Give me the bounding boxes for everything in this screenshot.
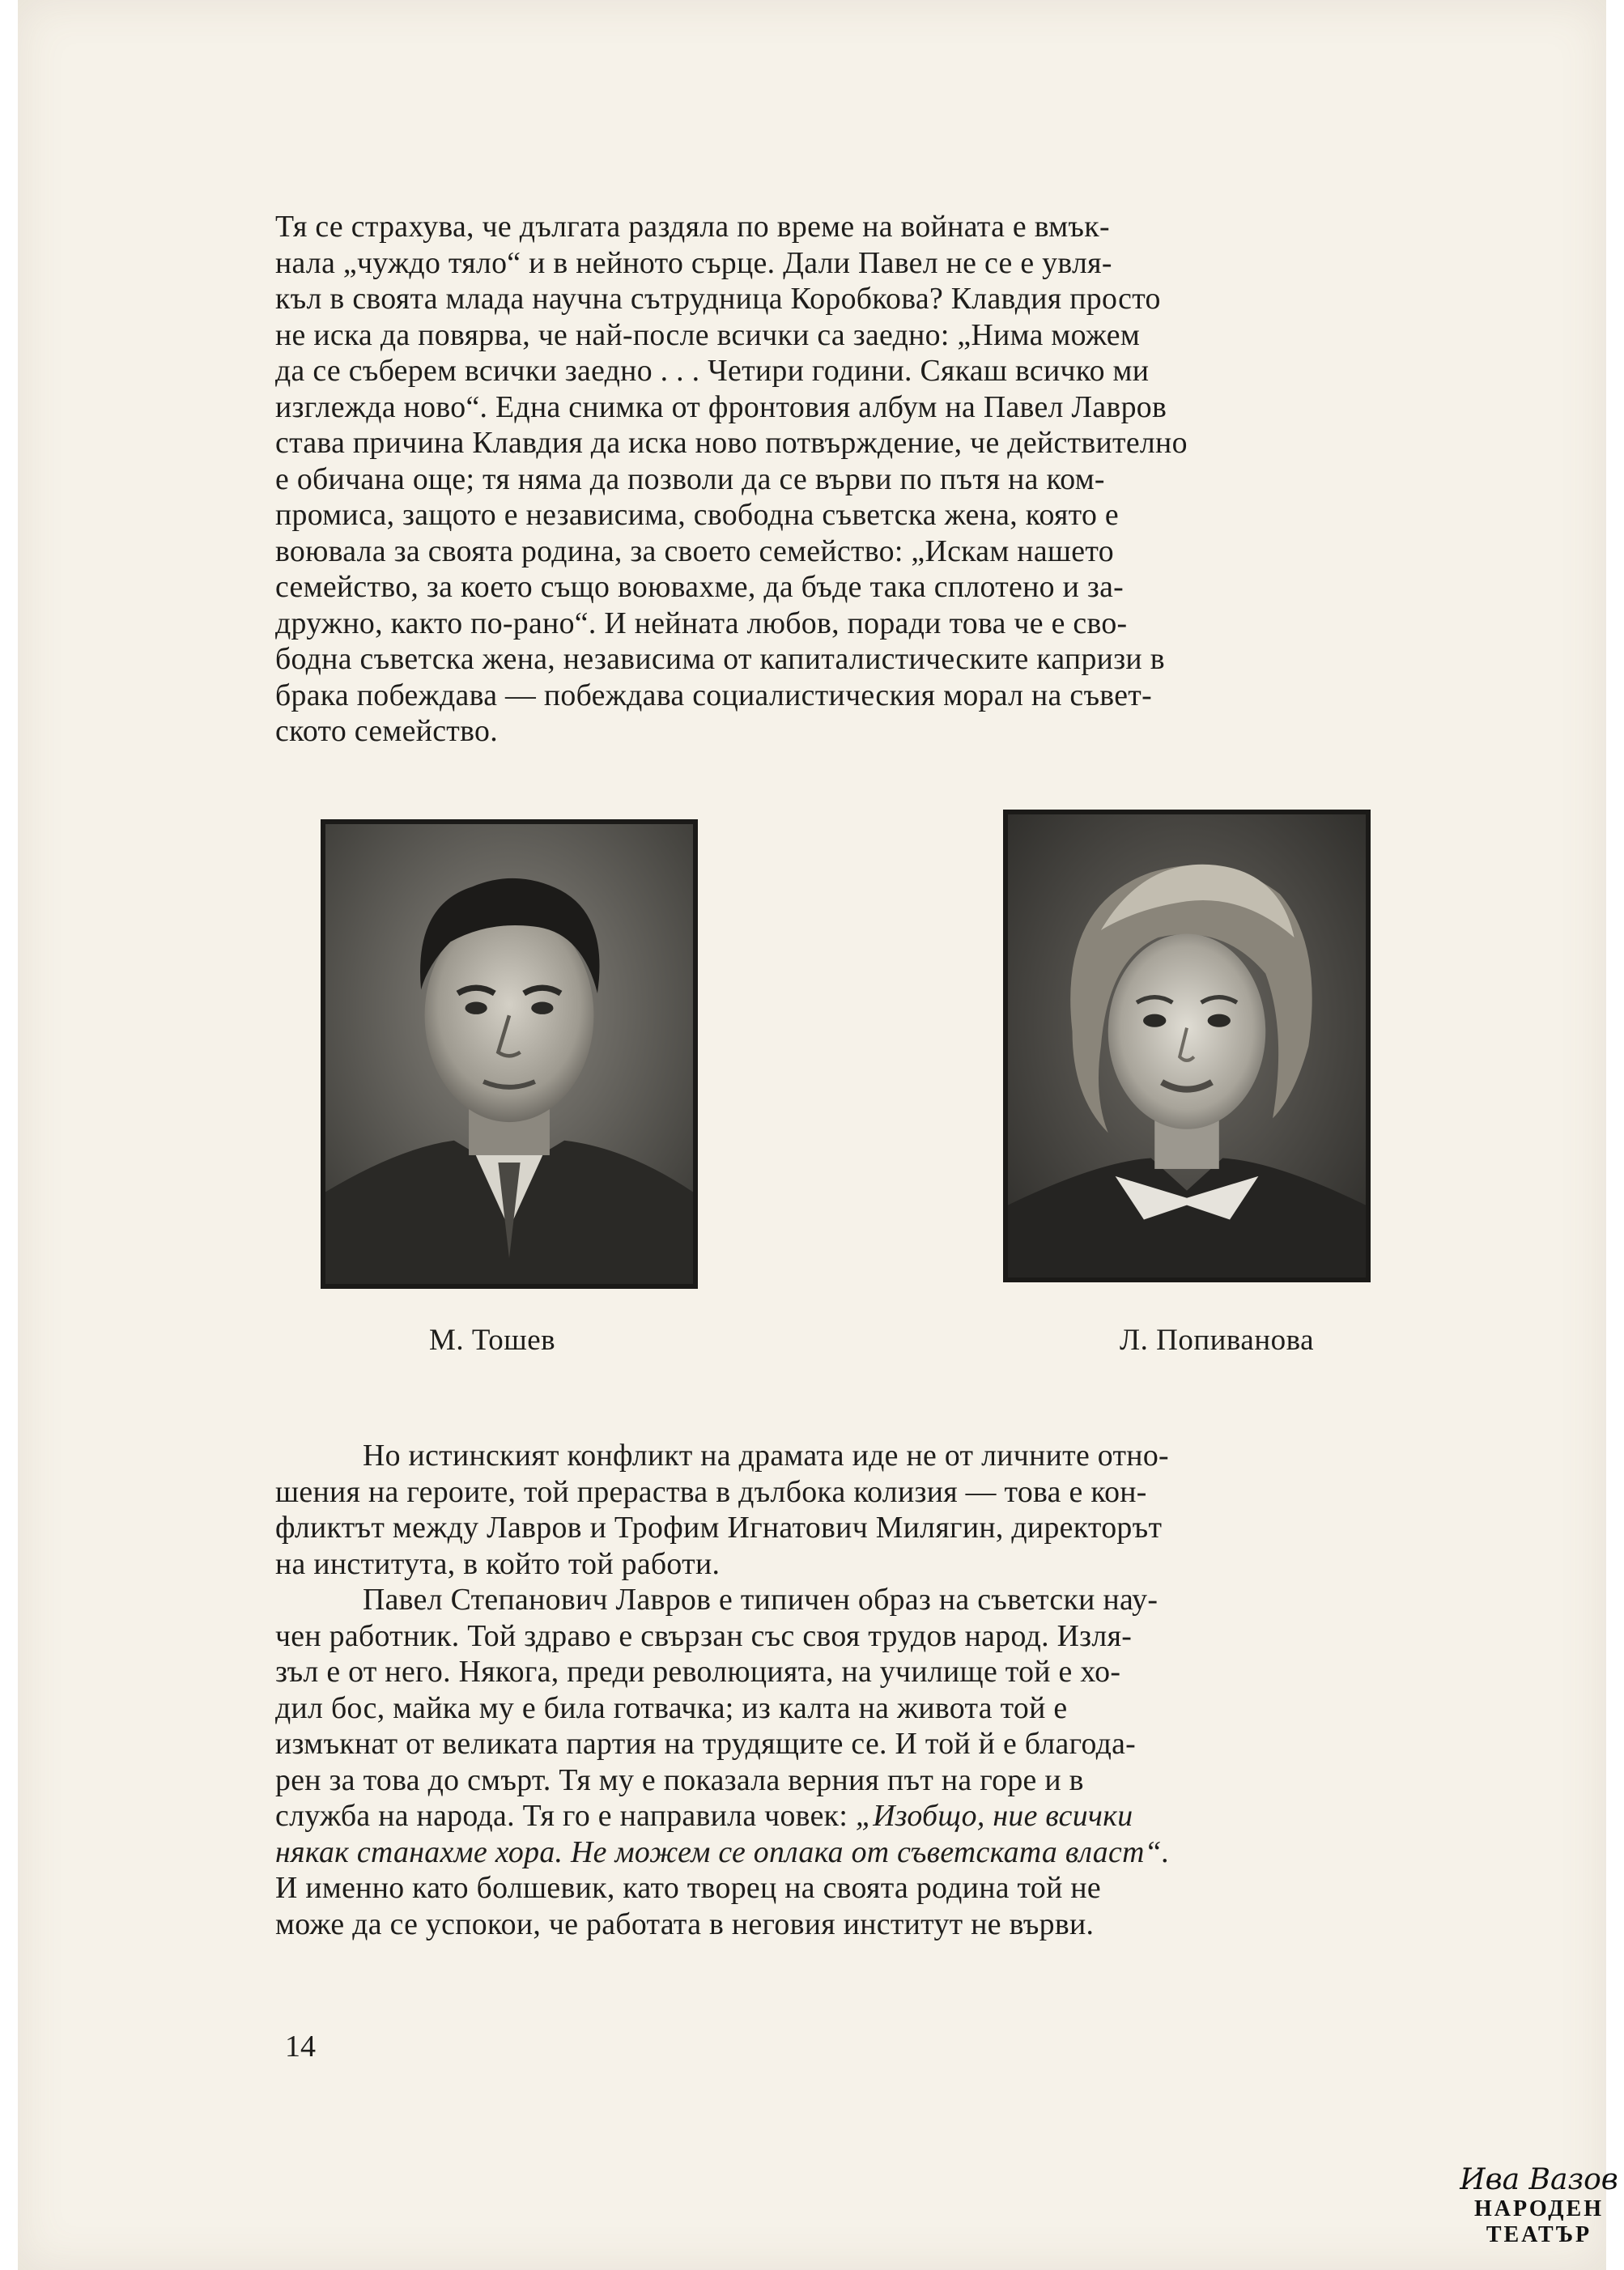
text-line: не иска да повярва, че най-после всички са заедно: „Нима можем xyxy=(275,317,1141,352)
text-line: воювала за своята родина, за своето семейство: „Искам нашето xyxy=(275,533,1114,568)
paragraph-1-text xyxy=(275,209,1418,750)
paragraph-1 xyxy=(275,209,1418,750)
text-line: шения на героите, той прераства в дълбока колизия — това е кон- xyxy=(275,1474,1147,1509)
logo-line-1: НАРОДЕН xyxy=(1473,2196,1605,2221)
text-line: е обичана още; тя няма да позволи да се върви по пътя на ком- xyxy=(275,461,1105,496)
text-line: Но истинският конфликт на драмата иде не от личните отно- xyxy=(363,1439,1169,1473)
text-line: семейство, за което също воювахме, да бъде така сплотено и за- xyxy=(275,570,1124,604)
quote-start: „Изобщо, ние всички xyxy=(848,1799,1133,1833)
text-line: ското семейство. xyxy=(275,714,498,748)
text-line: И именно като болшевик, като творец на своята родина той не xyxy=(275,1871,1101,1905)
text-line: промиса, защото е независима, свободна съветска жена, която е xyxy=(275,498,1119,532)
text-line: рен за това до смърт. Тя му е показала верния път на горе и в xyxy=(275,1762,1084,1797)
text-line: нала „чуждо тяло“ и в нейното сърце. Дали Павел не се е увля- xyxy=(275,245,1112,280)
caption-popivanova: Л. Попиванова xyxy=(1120,1324,1315,1357)
quote-line: някак станахме хора. Не можем се оплака от съветската власт“. xyxy=(275,1834,1170,1869)
text-line: дружно, както по-рано“. И нейната любов, поради това че е сво- xyxy=(275,606,1128,640)
text-line: чен работник. Той здраво е свързан със своя трудов народ. Изля- xyxy=(275,1618,1133,1653)
portrait-photo-tosev xyxy=(321,819,698,1289)
paragraph-2-text xyxy=(275,1438,1418,1582)
logo-line-2: ТЕАТЪР xyxy=(1486,2222,1592,2247)
document-page xyxy=(18,0,1618,2270)
page-number: 14 xyxy=(285,2030,316,2064)
text-line: зъл е от него. Някога, преди революцията, на училище той е хо- xyxy=(275,1655,1121,1689)
text-line: Тя се страхува, че дългата раздяла по време на войната е вмък- xyxy=(275,210,1110,244)
paragraph-3-text xyxy=(275,1582,1418,1942)
text-line: може да се успокои, че работата в неговия институт не върви. xyxy=(275,1907,1095,1941)
text-line: Павел Степанович Лавров е типичен образ на съветски нау- xyxy=(363,1583,1158,1617)
text-line: изглежда ново“. Една снимка от фронтовия албум на Павел Лавров xyxy=(275,389,1167,424)
text-line: служба на народа. Тя го е направила човек: xyxy=(275,1799,848,1833)
text-line: брака побеждава — побеждава социалистическия морал на съвет- xyxy=(275,678,1153,712)
text-line: бодна съветска жена, независима от капиталистическите капризи в xyxy=(275,642,1165,676)
logo-signature-icon: Ива Вазов xyxy=(1460,2163,1618,2196)
theatre-logo xyxy=(1458,2164,1620,2261)
portrait-female-image xyxy=(1008,814,1366,1277)
paragraph-2-3 xyxy=(275,1438,1418,1942)
text-line: на института, в който той работи. xyxy=(275,1546,721,1581)
text-line: измъкнат от великата партия на трудящите се. И той й е благода- xyxy=(275,1727,1137,1761)
text-line: да се съберем всички заедно . . . Четири години. Сякаш всичко ми xyxy=(275,354,1150,388)
portrait-photo-popivanova xyxy=(1003,810,1371,1282)
portrait-male-image xyxy=(325,824,693,1284)
text-line: става причина Клавдия да иска ново потвърждение, че действително xyxy=(275,426,1188,460)
text-line: дил бос, майка му е била готвачка; из калта на живота той е xyxy=(275,1690,1068,1725)
caption-tosev: М. Тошев xyxy=(429,1324,556,1357)
text-line: фликтът между Лавров и Трофим Игнатович Милягин, директорът xyxy=(275,1511,1163,1545)
text-line: къл в своята млада научна сътрудница Коробкова? Клавдия просто xyxy=(275,282,1161,316)
